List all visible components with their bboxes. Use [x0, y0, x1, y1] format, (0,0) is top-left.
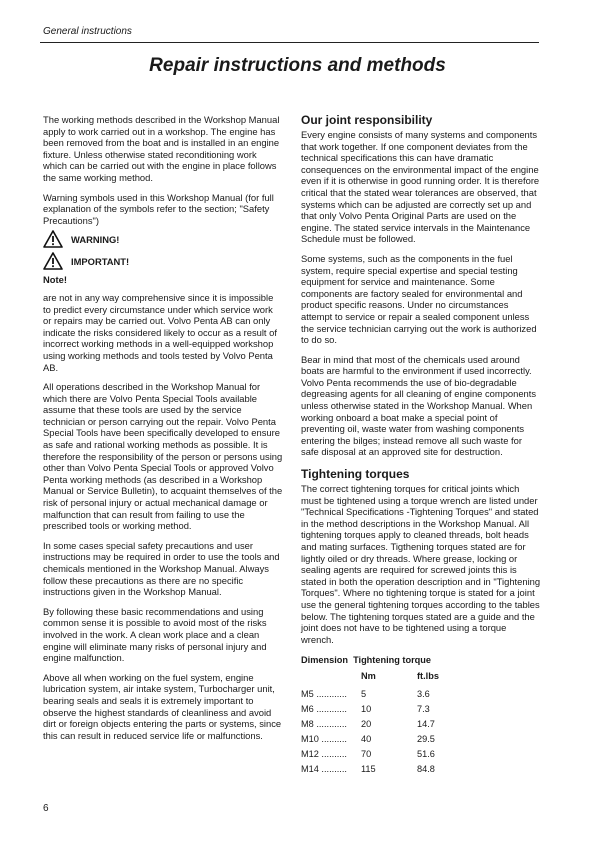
table-row [301, 717, 541, 732]
tightening-torques-heading: Tightening torques [301, 467, 410, 482]
nm-cell: 40 [361, 733, 372, 744]
right-column [301, 114, 541, 777]
important-triangle-icon [43, 252, 63, 270]
unit-ftlbs: ft.lbs [417, 670, 439, 681]
tightening-torques-paragraph: The correct tightening torques for critical joints which must be tightened using a torque wrench are listed under "Technical Specifications -Tightening Torques" and stated in the method descriptions in the Workshop Manual. All tightening torques apply to cleaned threads, bolt heads and mating surfaces. Tigthening torques stated are for lightly oiled or dry threads. Where grease, locking or sealing agents are required for screwed joints this is stated in both the operation description and in "Tightening Torques". Where no tightening torque is stated for a joint use the general tightening torques according to the tables below. The tightening torques stated are a guide and the joint does not have to be tightened using a torque wrench. [301, 483, 541, 645]
safety-precautions-paragraph: In some cases special safety precautions and user instructions may be required in order to use the tools and chemicals mentioned in the Workshop Manual. Always follow these precautions as there are no specific instructions given in the Workshop Manual. [43, 539, 280, 598]
table-row [301, 702, 541, 717]
warning-row [43, 230, 283, 248]
left-column [43, 114, 283, 749]
nm-cell: 20 [361, 718, 372, 729]
table-row [301, 747, 541, 762]
table-row [301, 732, 541, 747]
unit-nm: Nm [361, 670, 376, 681]
table-row [301, 687, 541, 702]
warning-label: WARNING! [71, 233, 120, 245]
torque-table-heading: Dimension Tightening torque [301, 655, 431, 666]
nm-cell: 115 [361, 763, 376, 774]
intro-paragraph: The working methods described in the Workshop Manual apply to work carried out in a workshop. The engine has been removed from the boat and is installed in an engine fixture. Unless otherwise stated reconditioning work which can be carried out with the engine in place follows the same working method. [43, 114, 280, 183]
ftlbs-cell: 3.6 [417, 688, 430, 699]
joint-paragraph-2: Some systems, such as the components in the fuel system, require special expertise and special testing equipment for service and maintenance. Some components are factory sealed for environmental and product specific reasons. Under no circumstances attempt to service or repair a sealed component unless the service technician carrying out the work is authorized to do so. [301, 252, 537, 346]
warning-symbols-paragraph: Warning symbols used in this Workshop Manual (for full explanation of the symbols refer to the section; "Safety Precautions") [43, 191, 274, 226]
joint-responsibility-heading: Our joint responsibility [301, 113, 433, 127]
ftlbs-cell: 84.8 [417, 763, 435, 774]
comprehensive-paragraph: are not in any way comprehensive since it is impossible to predict every circumstance under which service work or repairs may be carried out. Volvo Penta AB can only indicate the risks considered likely to occur as a result of incorrect working methods in a well-equipped workshop using working methods and tools tested by Volvo Penta AB. [43, 291, 277, 373]
table-row [301, 762, 541, 777]
section-header: General instructions [43, 26, 132, 37]
note-label: Note! [43, 274, 67, 286]
dimension-cell: M8 ............ [301, 718, 347, 729]
ftlbs-cell: 14.7 [417, 718, 435, 729]
cleanliness-paragraph: Above all when working on the fuel system, engine lubrication system, air intake system, Turbocharger unit, bearing seals and seals it is extremely important to observe the highest standards of cleanliness and avoid dirt or foreign objects entering the parts or systems, since this can result in reduced service life or malfunctions. [43, 671, 282, 741]
page-number: 6 [43, 803, 49, 814]
joint-paragraph-1: Every engine consists of many systems and components that work together. If one component deviates from the technical specifications this can have dramatic consequences on the environmental impact of the engine even if it is otherwise in good running order. It is therefore critical that the stated wear tolerances are observed, that systems which can be adjusted are correctly set up and that only Volvo Penta Original Parts are used on the engine. The stated service intervals in the Maintenance Schedule must be followed. [301, 129, 540, 245]
torque-table-units [301, 671, 541, 683]
header-divider [40, 42, 539, 43]
warning-triangle-icon [43, 230, 63, 248]
page-title: Repair instructions and methods [149, 55, 446, 76]
dimension-cell: M10 .......... [301, 733, 347, 744]
dimension-cell: M12 .......... [301, 748, 347, 759]
nm-cell: 70 [361, 748, 372, 759]
joint-paragraph-3: Bear in mind that most of the chemicals used around boats are harmful to the environment if used incorrectly. Volvo Penta recommends the use of bio-degradable degreasing agents for all cleaning of engine components unless otherwise stated in the Workshop Manual. When working onboard a boat make a special point of preventing oil, waste water from washing components entering the bilges; instead remove all such waste for safe disposal at an approved site for destruction. [301, 353, 537, 458]
dimension-cell: M6 ............ [301, 703, 347, 714]
ftlbs-cell: 51.6 [417, 748, 435, 759]
ftlbs-cell: 7.3 [417, 703, 430, 714]
torque-table [301, 687, 541, 777]
dimension-cell: M14 .......... [301, 763, 347, 774]
dimension-cell: M5 ............ [301, 688, 347, 699]
important-label: IMPORTANT! [71, 255, 130, 267]
recommendations-paragraph: By following these basic recommendations and using common sense it is possible to avoid most of the risks involved in the work. A clean work place and a clean engine will eliminate many risks of personal injury and engine malfunction. [43, 605, 267, 664]
ftlbs-cell: 29.5 [417, 733, 435, 744]
nm-cell: 5 [361, 688, 367, 699]
important-row [43, 252, 283, 270]
special-tools-paragraph: All operations described in the Workshop Manual for which there are Volvo Penta Special Tools available assume that these tools are used by the service technician or person carrying out the repair. Volvo Penta Special Tools have been specifically developed to ensure as safe and rational working methods as possible. It is therefore the responsibility of the person or persons using other than Volvo Penta Special Tools or approved Volvo Penta working methods (as described in a Workshop Manual or Service Bulletin), to acquaint themselves of the risk of personal injury or actual mechanical damage or malfunction that can result from failing to use the prescribed tools or working method. [43, 381, 283, 532]
nm-cell: 10 [361, 703, 372, 714]
